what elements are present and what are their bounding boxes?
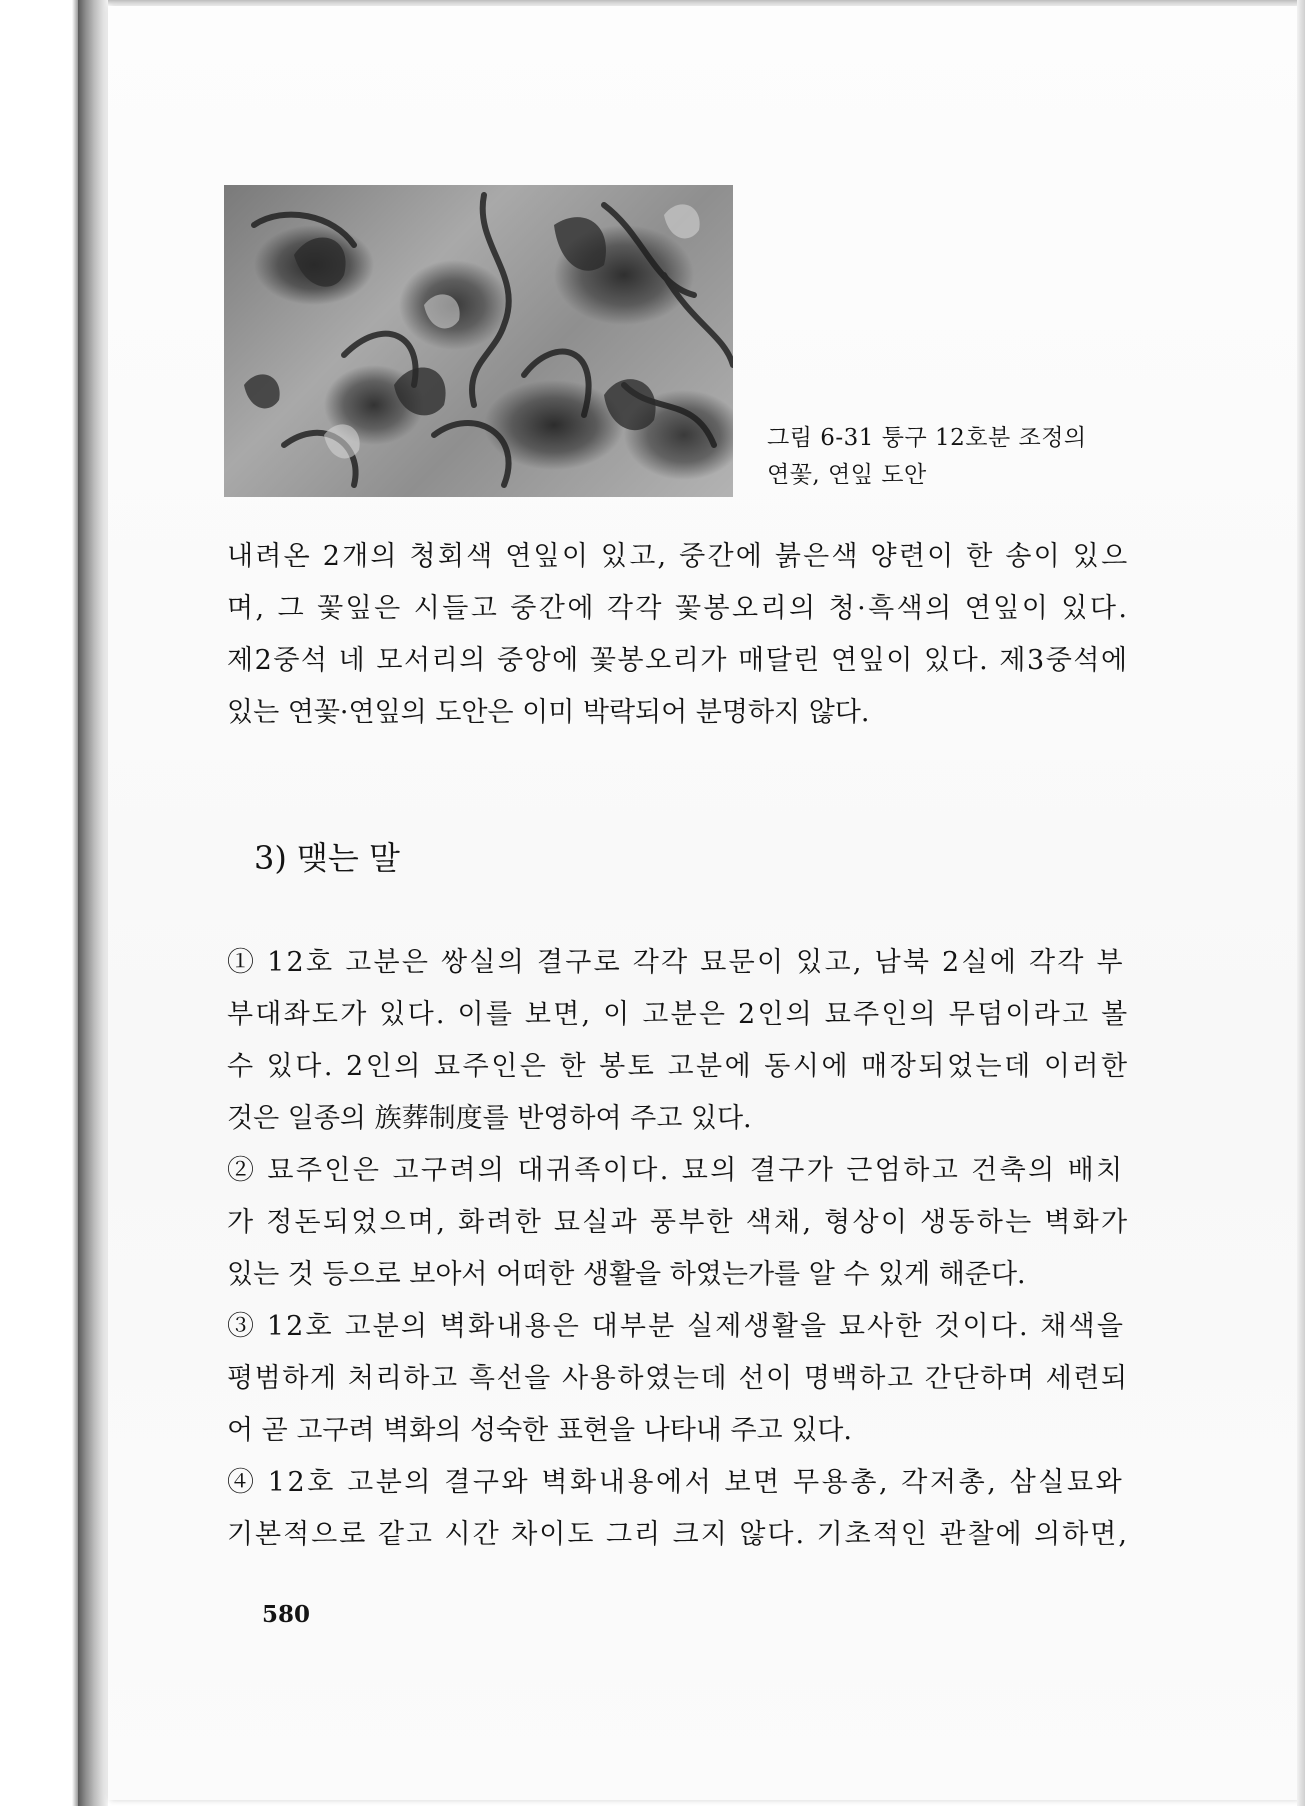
- text-line-content: 어 곧 고구려 벽화의 성숙한 표현을 나타내 주고 있다.: [227, 1415, 852, 1446]
- text-line: [227, 1145, 1127, 1197]
- text-line: [227, 687, 1127, 739]
- caption-line: 연꽃, 연잎 도안: [767, 462, 927, 488]
- text-line-content: ① 12호 고분은 쌍실의 결구로 각각 묘문이 있고, 남북 2실에 각각 부: [227, 947, 1125, 978]
- text-line: [227, 635, 1127, 687]
- book-spine: [78, 0, 108, 1806]
- text-line: [227, 1093, 1127, 1145]
- figure-caption: [767, 420, 1127, 494]
- text-line-content: 며, 그 꽃잎은 시들고 중간에 각각 꽃봉오리의 청·흑색의 연잎이 있다.: [227, 593, 1130, 624]
- page-right-edge: [1297, 0, 1305, 1806]
- text-line: [227, 583, 1130, 635]
- text-line: [227, 1353, 1127, 1405]
- text-line-content: 있는 것 등으로 보아서 어떠한 생활을 하였는가를 알 수 있게 해준다.: [227, 1259, 1026, 1290]
- text-line-content: ③ 12호 고분의 벽화내용은 대부분 실제생활을 묘사한 것이다. 채색을: [227, 1311, 1126, 1342]
- text-line: [227, 531, 1130, 583]
- paragraph-lotus-description: [227, 531, 1130, 739]
- text-line: [227, 1301, 1127, 1353]
- lotus-pattern-drawing: [224, 185, 733, 497]
- text-line: [227, 1405, 1127, 1457]
- text-line-content: 있는 연꽃·연잎의 도안은 이미 박락되어 분명하지 않다.: [227, 697, 870, 728]
- text-line: [227, 937, 1127, 989]
- text-line-content: 부대좌도가 있다. 이를 보면, 이 고분은 2인의 묘주인의 무덤이라고 볼: [227, 999, 1130, 1030]
- text-line-content: 기본적으로 같고 시간 차이도 그리 크지 않다. 기초적인 관찰에 의하면,: [227, 1519, 1129, 1550]
- text-line-content: 내려온 2개의 청회색 연잎이 있고, 중간에 붉은색 양련이 한 송이 있으: [227, 541, 1130, 572]
- text-line: [227, 1509, 1127, 1561]
- caption-line: 그림 6-31 퉁구 12호분 조정의: [767, 425, 1087, 451]
- text-line-content: 수 있다. 2인의 묘주인은 한 봉토 고분에 동시에 매장되었는데 이러한: [227, 1051, 1130, 1082]
- text-line-content: 것은 일종의 族葬制度를 반영하여 주고 있다.: [227, 1103, 752, 1134]
- text-line: [227, 1249, 1127, 1301]
- text-line: [227, 1041, 1130, 1093]
- text-line-content: ② 묘주인은 고구려의 대귀족이다. 묘의 결구가 근엄하고 건축의 배치: [227, 1155, 1125, 1186]
- paragraph-conclusion: [227, 937, 1130, 1561]
- text-line-content: 가 정돈되었으며, 화려한 묘실과 풍부한 색채, 형상이 생동하는 벽화가: [227, 1207, 1130, 1238]
- section-heading: 3) 맺는 말: [254, 839, 400, 877]
- text-line-content: 제2중석 네 모서리의 중앙에 꽃봉오리가 매달린 연잎이 있다. 제3중석에: [227, 645, 1129, 676]
- text-line: [227, 989, 1130, 1041]
- text-line: [227, 1197, 1130, 1249]
- mural-photo: [224, 185, 733, 497]
- text-line-content: 평범하게 처리하고 흑선을 사용하였는데 선이 명백하고 간단하며 세련되: [227, 1363, 1129, 1394]
- text-line: [227, 1457, 1127, 1509]
- page-number: 580: [262, 1601, 311, 1628]
- text-line-content: ④ 12호 고분의 결구와 벽화내용에서 보면 무용총, 각저총, 삼실묘와: [227, 1467, 1125, 1498]
